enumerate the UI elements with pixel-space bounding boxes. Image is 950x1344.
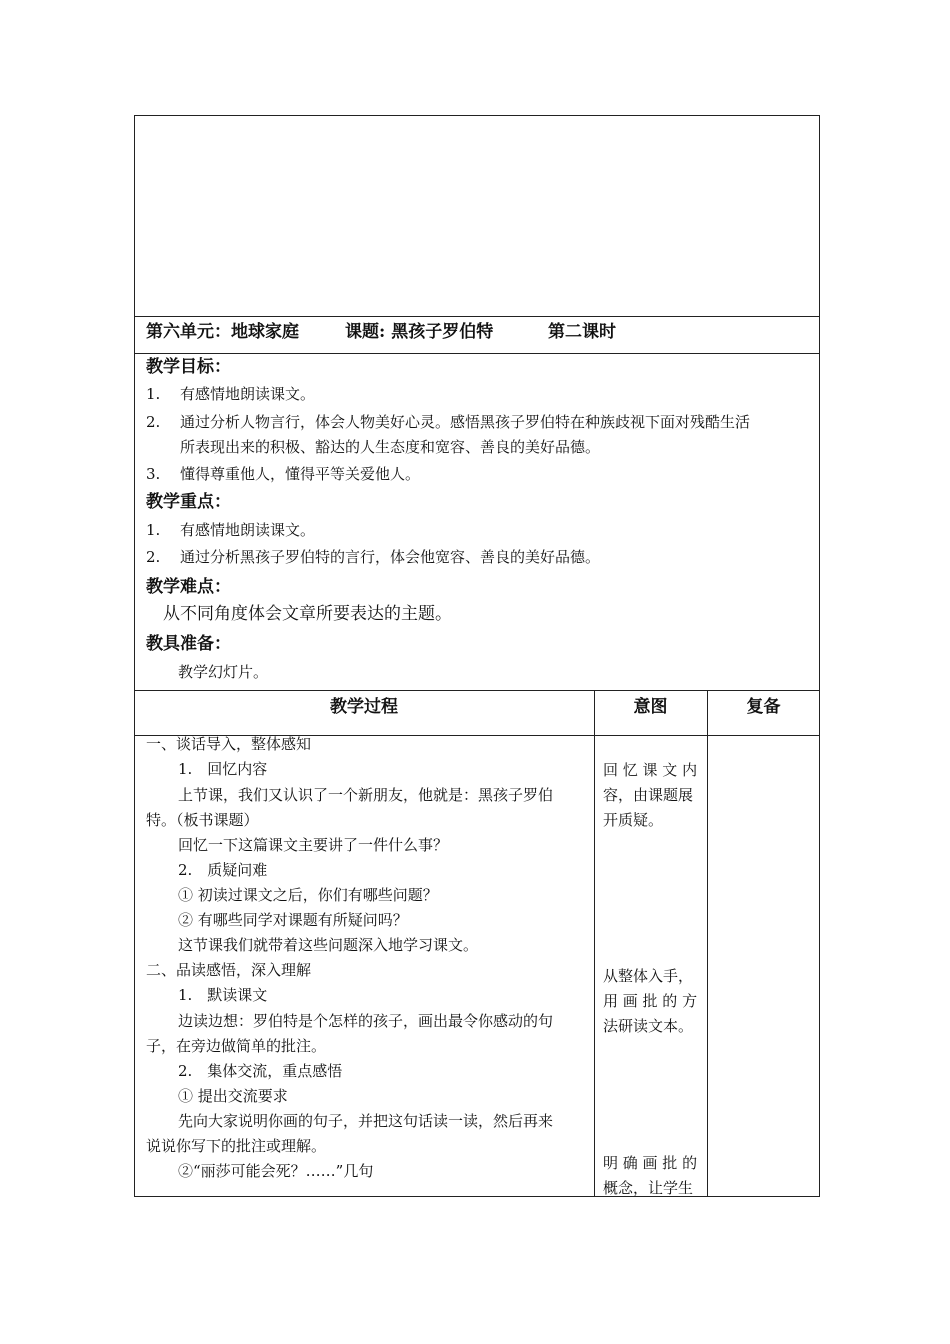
intent-text: 从整体入手， xyxy=(603,967,694,985)
divider xyxy=(134,353,820,354)
process-text: ① 提出交流要求 xyxy=(178,1087,288,1105)
process-text: 说说你写下的批注或理解。 xyxy=(146,1137,327,1155)
keypoints-heading: 教学重点： xyxy=(146,492,231,512)
step-heading: 2. 集体交流，重点感悟 xyxy=(178,1062,343,1080)
process-column-header: 教学过程 xyxy=(330,697,398,717)
intent-column-header: 意图 xyxy=(633,697,668,717)
objective-item-continued: 所表现出来的积极、豁达的人生态度和宽容、善良的美好品德。 xyxy=(180,438,601,456)
materials-heading: 教具准备： xyxy=(146,634,231,654)
divider xyxy=(134,316,820,317)
divider xyxy=(134,690,820,691)
process-text: ② 有哪些同学对课题有所疑问吗？ xyxy=(178,911,408,929)
process-text: 这节课我们就带着这些问题深入地学习课文。 xyxy=(178,936,479,954)
process-text: 上节课，我们又认识了一个新朋友，他就是：黑孩子罗伯 xyxy=(178,786,554,804)
lesson-topic: 课题: 黑孩子罗伯特 xyxy=(345,322,494,342)
column-divider xyxy=(707,690,708,1197)
process-text: 子，在旁边做简单的批注。 xyxy=(146,1037,327,1055)
materials-text: 教学幻灯片。 xyxy=(178,663,269,681)
process-text: ②“丽莎可能会死？……”几句 xyxy=(178,1162,374,1180)
objective-item: 1. 有感情地朗读课文。 xyxy=(146,385,316,403)
unit-title: 第六单元：地球家庭 xyxy=(146,322,299,342)
intent-text: 用 画 批 的 方 xyxy=(603,992,698,1010)
objective-item: 2. 通过分析人物言行，体会人物美好心灵。感悟黑孩子罗伯特在种族歧视下面对残酷生活 xyxy=(146,413,751,431)
section-heading: 二、品读感悟，深入理解 xyxy=(146,961,312,979)
process-text: 特。（板书课题） xyxy=(146,811,259,829)
step-heading: 2. 质疑问难 xyxy=(178,861,268,879)
process-text: 先向大家说明你画的句子，并把这句话读一读，然后再来 xyxy=(178,1112,554,1130)
process-text: 回忆一下这篇课文主要讲了一件什么事？ xyxy=(178,836,449,854)
intent-text: 概念，让学生 xyxy=(603,1179,694,1197)
lesson-plan-table xyxy=(134,115,820,1197)
difficulty-text: 从不同角度体会文章所要表达的主题。 xyxy=(163,604,452,624)
column-divider xyxy=(594,690,595,1197)
revision-column-header: 复备 xyxy=(746,697,781,717)
intent-text: 明 确 画 批 的 xyxy=(603,1154,698,1172)
intent-text: 回 忆 课 文 内 xyxy=(603,761,698,779)
intent-text: 开质疑。 xyxy=(603,811,664,829)
difficulty-heading: 教学难点： xyxy=(146,577,231,597)
keypoint-item: 2. 通过分析黑孩子罗伯特的言行，体会他宽容、善良的美好品德。 xyxy=(146,548,601,566)
lesson-period: 第二课时 xyxy=(548,322,616,342)
step-heading: 1. 回忆内容 xyxy=(178,760,268,778)
keypoint-item: 1. 有感情地朗读课文。 xyxy=(146,521,316,539)
intent-text: 法研读文本。 xyxy=(603,1017,694,1035)
step-heading: 1. 默读课文 xyxy=(178,986,268,1004)
intent-text: 容，由课题展 xyxy=(603,786,694,804)
process-text: ① 初读过课文之后，你们有哪些问题？ xyxy=(178,886,438,904)
objective-item: 3. 懂得尊重他人，懂得平等关爱他人。 xyxy=(146,465,421,483)
process-text: 边读边想：罗伯特是个怎样的孩子，画出最令你感动的句 xyxy=(178,1012,554,1030)
section-heading: 一、谈话导入，整体感知 xyxy=(146,735,312,753)
objectives-heading: 教学目标： xyxy=(146,357,231,377)
